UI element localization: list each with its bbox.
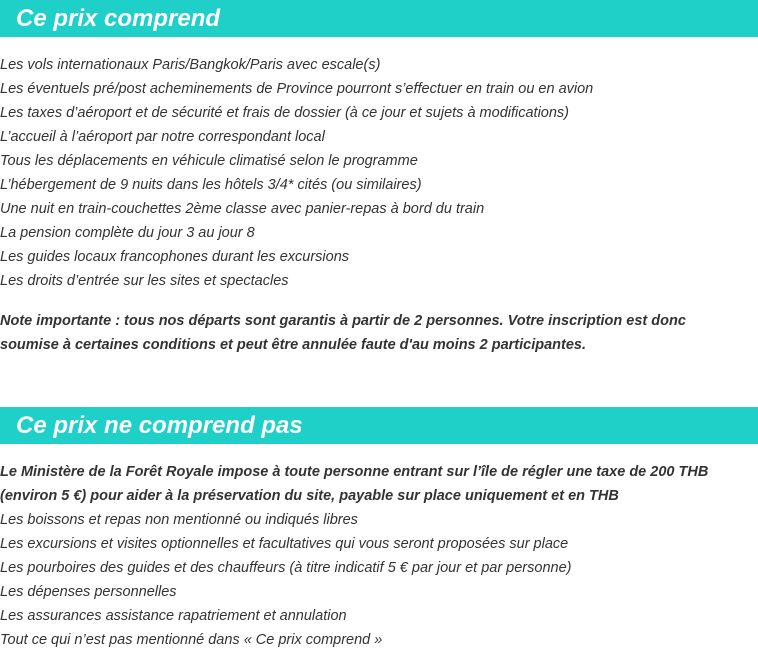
important-note: Note importante : tous nos départs sont garantis à partir de 2 personnes. Votre inscription est donc soumise à certaines conditions et peut être annulée faute d'au moins 2 participantes.	[0, 313, 686, 353]
list-item: La pension complète du jour 3 au jour 8	[0, 225, 255, 241]
list-item: L’hébergement de 9 nuits dans les hôtels 3/4* cités (ou similaires)	[0, 177, 422, 193]
list-item: Les vols internationaux Paris/Bangkok/Paris avec escale(s)	[0, 57, 381, 73]
list-item-tax-notice: Le Ministère de la Forêt Royale impose à toute personne entrant sur l’île de régler une taxe de 200 THB (environ 5 €) pour aider à la préservation du site, payable sur place uniquement et en THB	[0, 464, 709, 504]
list-item: Les éventuels pré/post acheminements de Province pourront s’effectuer en train ou en avion	[0, 81, 594, 97]
excludes-section-title: Ce prix ne comprend pas	[16, 412, 303, 439]
list-item: Les pourboires des guides et des chauffeurs (à titre indicatif 5 € par jour et par personne)	[0, 560, 572, 576]
list-item: Une nuit en train-couchettes 2ème classe avec panier-repas à bord du train	[0, 201, 485, 217]
includes-list	[0, 53, 758, 293]
list-item: Les dépenses personnelles	[0, 584, 177, 600]
list-item: Les droits d’entrée sur les sites et spectacles	[0, 273, 289, 289]
excludes-section-header	[0, 407, 758, 444]
list-item: L’accueil à l’aéroport par notre correspondant local	[0, 129, 325, 145]
includes-section-header	[0, 0, 758, 37]
list-item: Les excursions et visites optionnelles et facultatives qui vous seront proposées sur place	[0, 536, 569, 552]
list-item: Les taxes d’aéroport et de sécurité et frais de dossier (à ce jour et sujets à modifications)	[0, 105, 570, 121]
list-item: Les guides locaux francophones durant les excursions	[0, 249, 350, 265]
list-item: Tout ce qui n’est pas mentionné dans « Ce prix comprend »	[0, 632, 383, 648]
includes-section-title: Ce prix comprend	[16, 5, 221, 32]
list-item: Les boissons et repas non mentionné ou indiqués libres	[0, 512, 358, 528]
list-item: Tous les déplacements en véhicule climatisé selon le programme	[0, 153, 418, 169]
list-item: Les assurances assistance rapatriement et annulation	[0, 608, 347, 624]
excludes-list	[0, 460, 758, 652]
